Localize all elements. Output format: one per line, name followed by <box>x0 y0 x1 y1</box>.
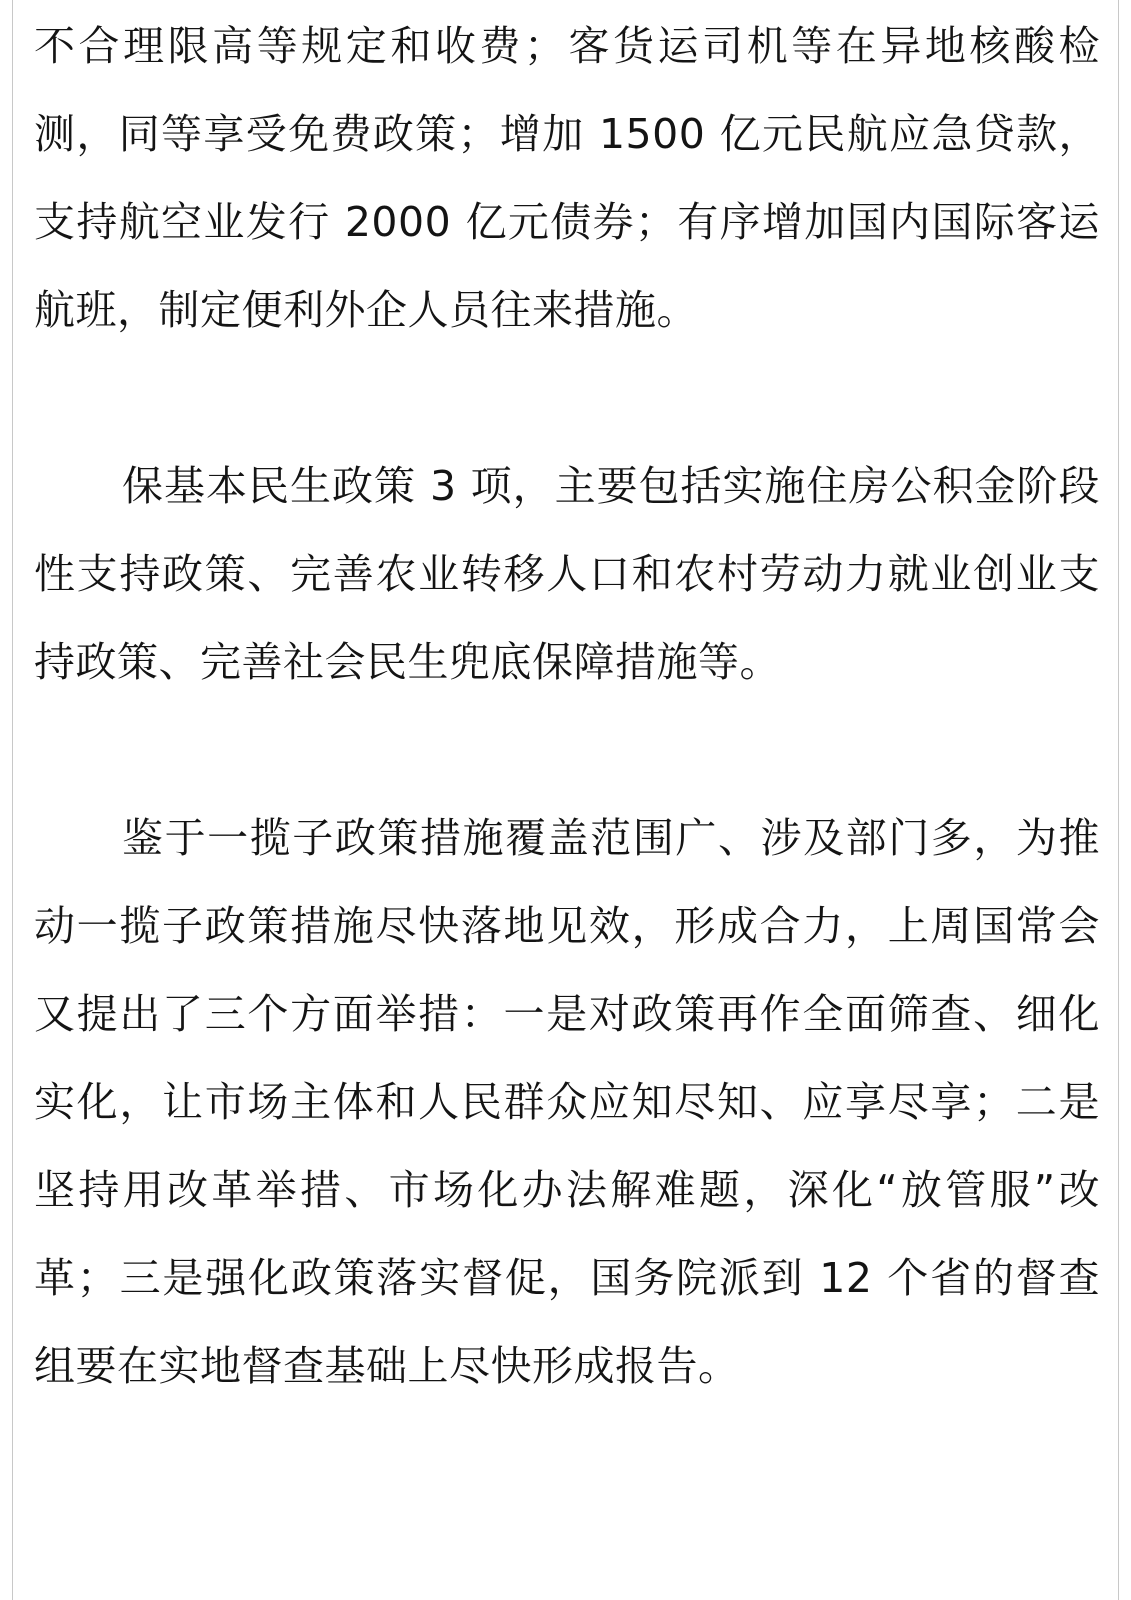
page-border-right <box>1118 0 1119 1600</box>
paragraph-livelihood-policies: 保基本民生政策 3 项，主要包括实施住房公积金阶段性支持政策、完善农业转移人口和农村劳动力就业创业支持政策、完善社会民生兜底保障措施等。 <box>34 462 1100 686</box>
paragraph-spacer <box>34 706 1100 794</box>
article-body <box>34 2 1100 1410</box>
paragraph-transport-aviation: 不合理限高等规定和收费；客货运司机等在异地核酸检测，同等享受免费政策；增加 1500 亿元民航应急贷款，支持航空业发行 2000 亿元债券；有序增加国内国际客运航班，制定便利外企人员往来措施。 <box>34 22 1100 334</box>
page-border-left <box>12 0 13 1600</box>
paragraph-spacer <box>34 354 1100 442</box>
paragraph-implementation-measures: 鉴于一揽子政策措施覆盖范围广、涉及部门多，为推动一揽子政策措施尽快落地见效，形成合力，上周国常会又提出了三个方面举措：一是对政策再作全面筛查、细化实化，让市场主体和人民群众应知尽知、应享尽享；二是坚持用改革举措、市场化办法解难题，深化“放管服”改革；三是强化政策落实督促，国务院派到 12 个省的督查组要在实地督查基础上尽快形成报告。 <box>34 814 1100 1390</box>
